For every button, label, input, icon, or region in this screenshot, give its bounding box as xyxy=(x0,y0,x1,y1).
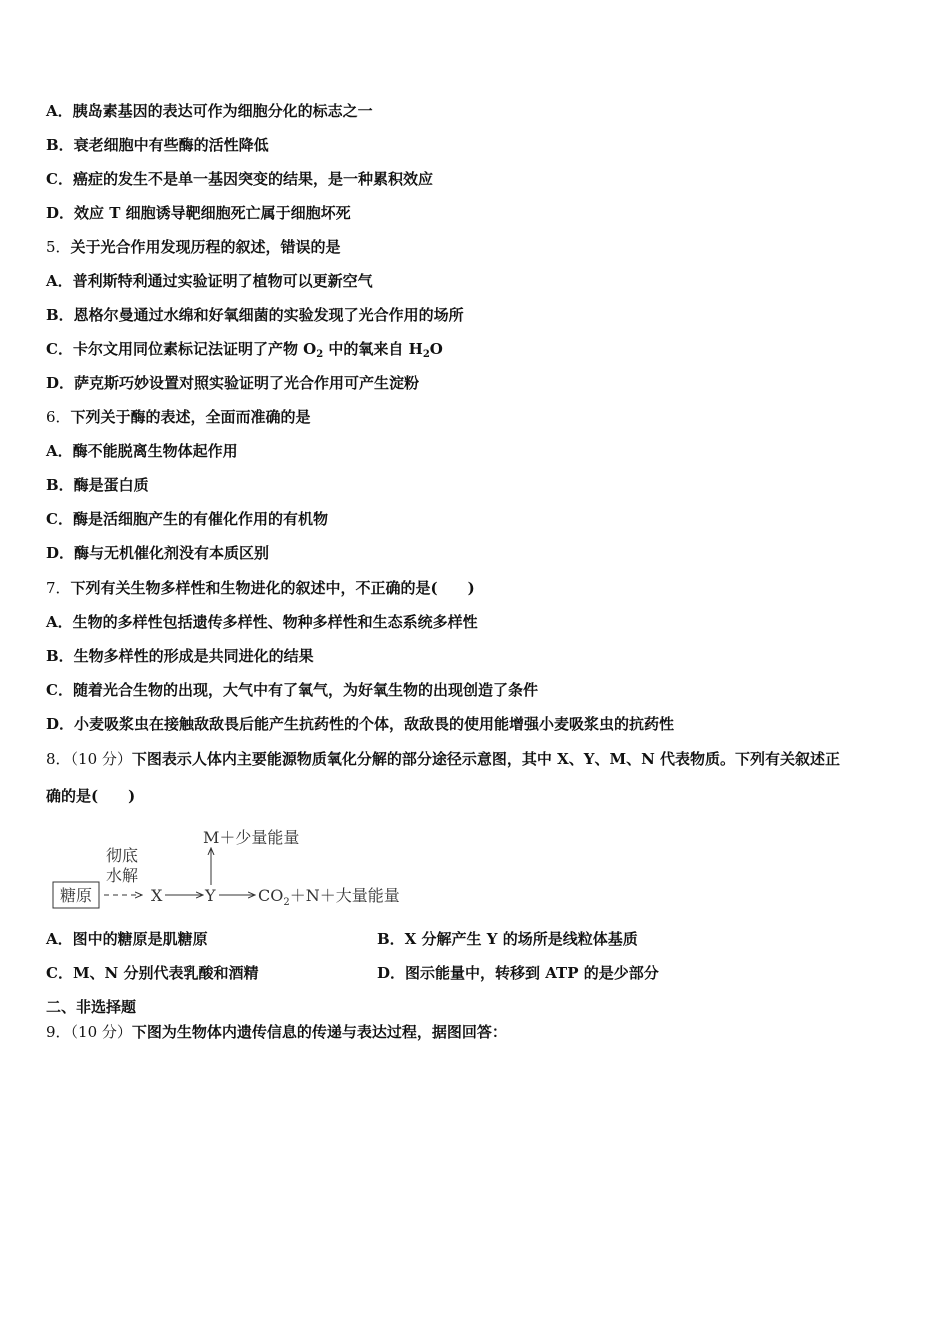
q7-stem xyxy=(46,578,475,598)
q6-option-b: B．酶是蛋白质 xyxy=(46,476,149,494)
q5-option-c-sub1: 2 xyxy=(316,349,324,360)
q9-number: 9． xyxy=(46,1023,71,1041)
q8-number: 8． xyxy=(46,750,71,768)
q5-option-a: A．普利斯特利通过实验证明了植物可以更新空气 xyxy=(46,272,373,290)
q7-option-c: C．随着光合生物的出现，大气中有了氧气，为好氧生物的出现创造了条件 xyxy=(46,681,538,699)
q7-number: 7． xyxy=(46,579,71,597)
m-energy-label: M＋少量能量 xyxy=(203,828,300,847)
q6-option-d: D．酶与无机催化剂没有本质区别 xyxy=(46,544,270,562)
q5-option-c-part1: C．卡尔文用同位素标记法证明了产物 O xyxy=(46,340,317,358)
co2-text: CO xyxy=(258,886,284,905)
glycogen-label: 糖原 xyxy=(59,886,93,905)
q7-option-b: B．生物多样性的形成是共同进化的结果 xyxy=(46,647,314,665)
q5-option-c-sub2: 2 xyxy=(422,349,430,360)
q9-score: （10 分） xyxy=(70,1023,132,1041)
metabolism-pathway-diagram xyxy=(50,826,450,912)
q7-stem-text: 下列有关生物多样性和生物进化的叙述中，不正确的是( ) xyxy=(70,579,475,597)
hydrolysis-label-2: 水解 xyxy=(105,866,139,885)
n-energy-label: ＋N＋大量能量 xyxy=(289,886,400,905)
q5-option-d: D．萨克斯巧妙设置对照实验证明了光合作用可产生淀粉 xyxy=(46,374,420,392)
q4-option-a: A．胰岛素基因的表达可作为细胞分化的标志之一 xyxy=(46,102,373,120)
q6-stem-text: 下列关于酶的表述，全面而准确的是 xyxy=(70,408,311,426)
q4-option-b: B．衰老细胞中有些酶的活性降低 xyxy=(46,136,269,154)
co2-sub: 2 xyxy=(283,897,290,908)
q8-option-a: A．图中的糖原是肌糖原 xyxy=(46,930,208,948)
q4-option-c: C．癌症的发生不是单一基因突变的结果，是一种累积效应 xyxy=(46,170,433,188)
q6-option-c: C．酶是活细胞产生的有催化作用的有机物 xyxy=(46,510,328,528)
q5-number: 5． xyxy=(46,238,71,256)
q6-number: 6． xyxy=(46,408,71,426)
y-label: Y xyxy=(205,886,216,905)
q8-score: （10 分） xyxy=(70,750,132,768)
q5-stem xyxy=(46,237,341,257)
q5-option-b: B．恩格尔曼通过水绵和好氧细菌的实验发现了光合作用的场所 xyxy=(46,306,464,324)
co2-label xyxy=(258,886,400,908)
section-heading: 二、非选择题 xyxy=(46,998,137,1016)
q4-option-d: D．效应 T 细胞诱导靶细胞死亡属于细胞坏死 xyxy=(46,204,351,222)
q6-stem xyxy=(46,407,311,427)
q8-stem-line2: 确的是( ) xyxy=(46,787,136,805)
q5-option-c-part2: 中的氧来自 H xyxy=(323,340,423,358)
q5-option-c xyxy=(46,339,443,359)
q7-option-d: D．小麦吸浆虫在接触敌敌畏后能产生抗药性的个体，敌敌畏的使用能增强小麦吸浆虫的抗药性 xyxy=(46,715,675,733)
q9-stem-text: 下图为生物体内遗传信息的传递与表达过程，据图回答： xyxy=(131,1023,507,1041)
q8-stem-line1 xyxy=(46,749,840,769)
q8-option-d: D．图示能量中，转移到 ATP 的是少部分 xyxy=(377,964,659,982)
x-label: X xyxy=(151,886,163,905)
q8-option-b: B．X 分解产生 Y 的场所是线粒体基质 xyxy=(377,930,638,948)
q6-option-a: A．酶不能脱离生物体起作用 xyxy=(46,442,238,460)
q5-stem-text: 关于光合作用发现历程的叙述，错误的是 xyxy=(70,238,341,256)
q8-stem-text1: 下图表示人体内主要能源物质氧化分解的部分途径示意图，其中 X、Y、M、N 代表物质。下列有关叙述正 xyxy=(131,750,841,768)
q7-option-a: A．生物的多样性包括遗传多样性、物种多样性和生态系统多样性 xyxy=(46,613,478,631)
hydrolysis-label-1: 彻底 xyxy=(105,846,139,865)
q5-option-c-part3: O xyxy=(429,340,443,358)
q9-stem xyxy=(46,1022,507,1042)
q8-option-c: C．M、N 分别代表乳酸和酒精 xyxy=(46,964,259,982)
